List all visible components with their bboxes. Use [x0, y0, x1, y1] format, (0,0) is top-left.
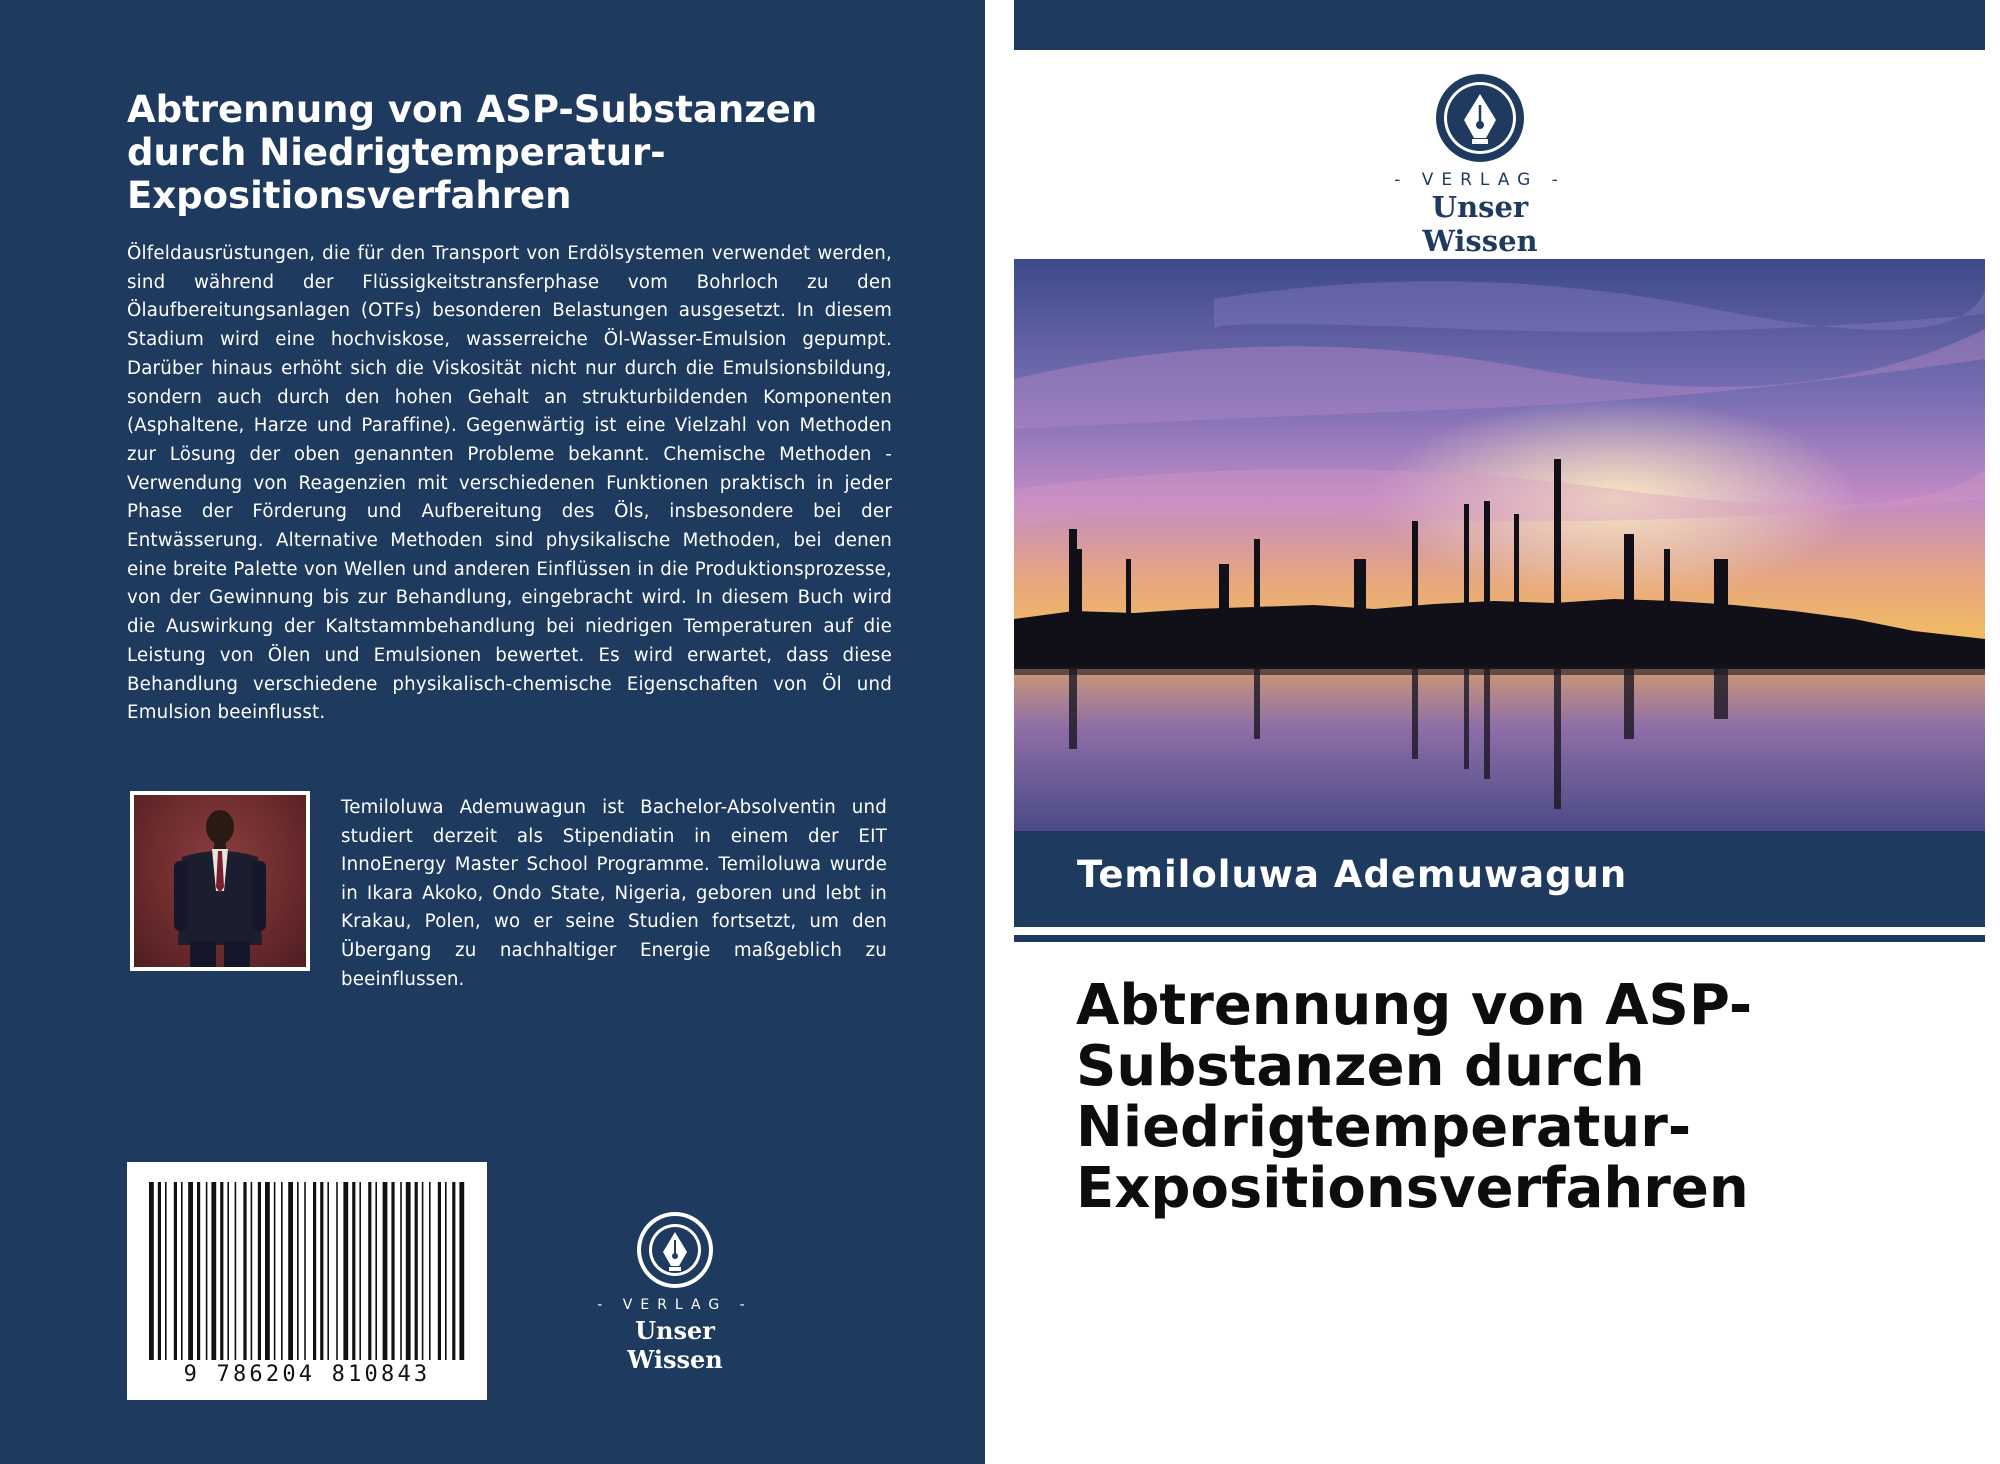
refinery-sunset-photo	[1014, 259, 1985, 831]
pen-nib-icon	[1375, 72, 1585, 172]
author-band	[1014, 831, 1985, 927]
front-divider	[1014, 935, 1985, 942]
publisher-verlag-label: - VERLAG -	[597, 1297, 753, 1313]
author-photo	[130, 791, 310, 971]
author-bio: Temiloluwa Ademuwagun ist Bachelor-Absolventin und studiert derzeit als Stipendiatin in einem der EIT InnoEnergy Master School Programme. Temiloluwa wurde in Ikara Akoko, Ondo State, Nigeria, geboren und lebt in Krakau, Polen, wo er seine Studien fortsetzt, um den Übergang zu nachhaltiger Energie maßgeblich zu beeinflussen.	[341, 797, 887, 990]
front-cover	[985, 0, 2000, 1464]
back-cover-blurb: Ölfeldausrüstungen, die für den Transport von Erdölsystemen verwendet werden, sind während der Flüssigkeitstransferphase vom Bohrloch zu den Ölaufbereitungsanlagen (OTFs) besonderen Belastungen ausgesetzt. In diesem Stadium wird eine hochviskose, wasserreiche Öl-Wasser-Emulsion gepumpt. Darüber hinaus erhöht sich die Viskosität nicht nur durch die Emulsionsbildung, sondern auch durch den hohen Gehalt an strukturbildenden Komponenten (Asphaltene, Harze und Paraffine). Gegenwärtig ist eine Vielzahl von Methoden zur Lösung der oben genannten Probleme bekannt. Chemische Methoden - Verwendung von Reagenzien mit verschiedenen Funktionen praktisch in jeder Phase der Förderung und Aufbereitung des Öls, insbesondere bei der Entwässerung. Alternative Methoden sind physikalische Methoden, bei denen eine breite Palette von Wellen und anderen Einflüssen in die Produktionsprozesse, von der Gewinnung bis zur Behandlung, eingebracht wird. In diesem Buch wird die Auswirkung der Kaltstammbehandlung bei niedrigen Temperaturen auf die Leistung von Ölen und Emulsionen bewertet. Es wird erwartet, dass diese Behandlung verschiedene physikalisch-chemische Eigenschaften von Öl und Emulsion beeinflusst.	[127, 243, 892, 724]
front-top-bar	[1014, 0, 1985, 50]
back-cover	[0, 0, 985, 1464]
front-cover-title: Abtrennung von ASP-Substanzen durch Niedrigtemperatur-Expositionsverfahren	[1076, 973, 1753, 1221]
publisher-name: Unser Wissen	[627, 1316, 723, 1374]
isbn-digits: 9 786204 810843	[183, 1362, 431, 1387]
back-publisher-logo	[585, 1210, 765, 1374]
refinery-sunset-image	[1014, 259, 1985, 831]
front-publisher-logo	[1375, 72, 1585, 258]
pen-nib-icon	[585, 1210, 765, 1300]
publisher-name: Unser Wissen	[1422, 190, 1538, 258]
author-portrait-illustration	[134, 795, 306, 967]
publisher-verlag-label: - VERLAG -	[1394, 170, 1566, 190]
author-name: Temiloluwa Ademuwagun	[1077, 853, 1628, 896]
back-cover-title: Abtrennung von ASP-Substanzen durch Niedrigtemperatur-Expositionsverfahren	[127, 88, 818, 217]
isbn-barcode	[127, 1162, 487, 1400]
